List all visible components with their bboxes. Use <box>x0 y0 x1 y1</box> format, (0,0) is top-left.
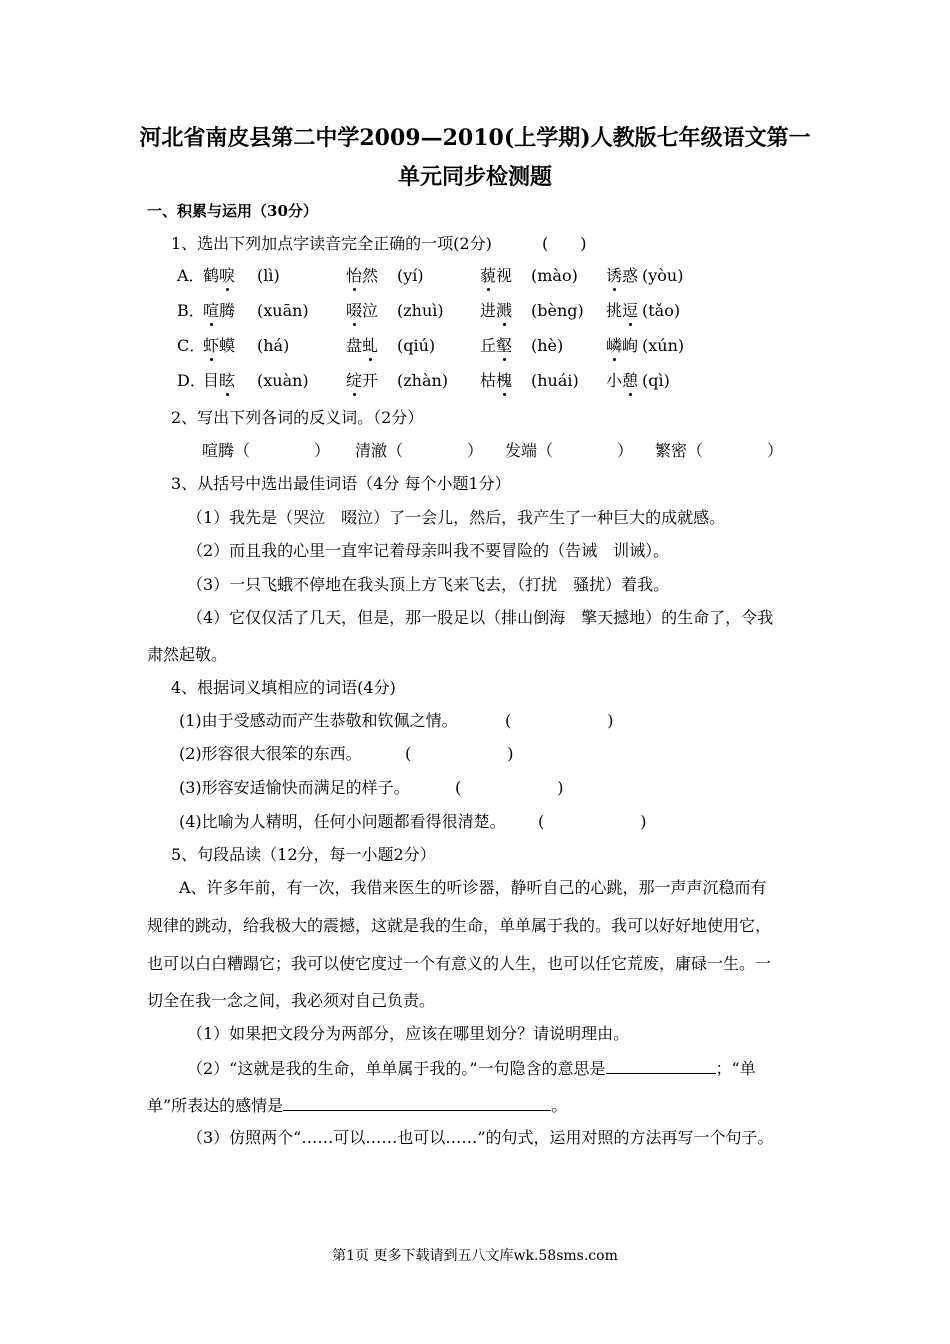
dotted-character: 唳 <box>219 266 236 285</box>
q1-option-word <box>606 303 638 319</box>
q4-item-2-paren: ( ) <box>405 744 514 763</box>
word-prefix: 挑 <box>606 301 623 320</box>
word-prefix: 鹤 <box>203 266 220 285</box>
q2-word-2: 清澈（ ） <box>355 441 484 460</box>
q5-sub-3: （3）仿照两个“……可以……也可以……”的句式，运用对照的方法再写一个句子。 <box>187 1128 774 1147</box>
q2-stem: 2、写出下列各词的反义词。（2分） <box>171 408 424 427</box>
q4-item-4-paren: ( ) <box>538 812 647 831</box>
q4-item-4: (4)比喻为人精明，任何小问题都看得很清楚。 <box>179 812 506 831</box>
q5-sub-2-emotion-blank[interactable] <box>283 1096 551 1111</box>
q4-stem: 4、根据词义填相应的词语(4分) <box>171 678 396 697</box>
dotted-character: 虾 <box>203 336 220 355</box>
q5-sub-2-text-c: 单”所表达的感情是 <box>147 1096 284 1115</box>
q4-item-3-paren: ( ) <box>455 778 564 797</box>
q1-option-word <box>203 338 235 354</box>
q1-option-word <box>346 373 378 389</box>
q1-option-word <box>346 303 378 319</box>
section-heading: 一、积累与运用（30分） <box>147 202 318 220</box>
word-prefix: 进 <box>480 301 497 320</box>
title-line-2: 单元同步检测题 <box>397 164 552 190</box>
q5-passage-line-1: A、许多年前，有一次，我借来医生的听诊器，静听自己的心跳，那一声声沉稳而有 <box>179 878 767 897</box>
q1-option-word <box>203 303 235 319</box>
q1-option-word <box>606 268 638 284</box>
q1-option-label: A． <box>177 266 205 285</box>
q1-answer-paren: ( ) <box>542 234 587 253</box>
pinyin: (xuàn) <box>257 371 309 390</box>
pinyin: (tǎo) <box>642 301 681 320</box>
q1-option-word <box>346 338 378 354</box>
q5-sub-2-text: （2）“这就是我的生命，单单属于我的。”一句隐含的意思是 <box>187 1059 606 1078</box>
pinyin: (mào) <box>531 266 578 285</box>
q5-sub-2-cont <box>147 1096 567 1114</box>
q3-item-1: （1）我先是（哭泣 啜泣）了一会儿，然后，我产生了一种巨大的成就感。 <box>187 508 726 527</box>
dotted-character: 怡 <box>346 266 363 285</box>
q1-option-label: B． <box>177 301 205 320</box>
dotted-character: 溅 <box>496 301 513 320</box>
dotted-character: 槐 <box>496 371 513 390</box>
dotted-character: 绽 <box>346 371 363 390</box>
dotted-character: 憩 <box>622 371 639 390</box>
pinyin: (yí) <box>397 266 424 285</box>
dotted-character: 喧 <box>203 301 220 320</box>
dotted-character: 嶙 <box>606 336 623 355</box>
dotted-character: 诱 <box>606 266 623 285</box>
dotted-character: 逗 <box>622 301 639 320</box>
q1-option-word <box>480 338 512 354</box>
word-suffix: 视 <box>496 266 513 285</box>
dotted-character: 虬 <box>362 336 379 355</box>
q4-item-1: (1)由于受感动而产生恭敬和钦佩之情。 <box>179 711 458 730</box>
q1-option-word <box>480 373 512 389</box>
q4-item-1-paren: ( ) <box>505 711 614 730</box>
word-prefix: 目 <box>203 371 220 390</box>
word-suffix: 腾 <box>219 301 236 320</box>
word-suffix: 开 <box>362 371 379 390</box>
q5-passage-line-3: 也可以白白糟蹋它；我可以使它度过一个有意义的人生，也可以任它荒废，庸碌一生。一 <box>147 954 772 973</box>
q3-item-2: （2）而且我的心里一直牢记着母亲叫我不要冒险的（告诫 训诫）。 <box>187 541 670 560</box>
q5-sub-1: （1）如果把文段分为两部分，应该在哪里划分？请说明理由。 <box>187 1024 630 1043</box>
q3-item-4-continued: 肃然起敬。 <box>147 645 228 664</box>
word-prefix: 小 <box>606 371 623 390</box>
q1-option-word <box>346 268 378 284</box>
q1-option-word <box>480 268 512 284</box>
word-suffix: 泣 <box>362 301 379 320</box>
q1-option-word <box>606 373 638 389</box>
dotted-character: 啜 <box>346 301 363 320</box>
word-prefix: 枯 <box>480 371 497 390</box>
q5-sub-2-text-d: 。 <box>551 1096 568 1115</box>
q1-option-label: C． <box>177 336 206 355</box>
q1-option-word <box>203 268 235 284</box>
word-prefix: 盘 <box>346 336 363 355</box>
pinyin: (zhàn) <box>397 371 449 390</box>
q5-sub-2 <box>187 1059 756 1077</box>
q1-option-word <box>203 373 235 389</box>
q5-sub-2-text-b: ；“单 <box>715 1059 756 1078</box>
q3-stem: 3、从括号中选出最佳词语（4分 每个小题1分） <box>171 474 511 493</box>
pinyin: (xuān) <box>257 301 309 320</box>
q1-option-label: D． <box>177 371 206 390</box>
pinyin: (há) <box>257 336 290 355</box>
q3-item-3: （3）一只飞蛾不停地在我头顶上方飞来飞去，（打扰 骚扰）着我。 <box>187 575 670 594</box>
pinyin: (xún) <box>642 336 685 355</box>
pinyin: (qì) <box>642 371 670 390</box>
pinyin: (bèng) <box>531 301 584 320</box>
q1-option-word <box>606 338 638 354</box>
pinyin: (huái) <box>531 371 579 390</box>
pinyin: (zhuì) <box>397 301 444 320</box>
pinyin: (hè) <box>531 336 564 355</box>
q1-option-word <box>480 303 512 319</box>
pinyin: (yòu) <box>642 266 684 285</box>
q2-word-4: 繁密（ ） <box>655 441 784 460</box>
dotted-character: 眩 <box>219 371 236 390</box>
q3-item-4: （4）它仅仅活了几天，但是，那一股足以（排山倒海 擎天撼地）的生命了，令我 <box>187 608 774 627</box>
word-suffix: 蟆 <box>219 336 236 355</box>
title-line-1: 河北省南皮县第二中学2009—2010(上学期)人教版七年级语文第一 <box>139 125 811 151</box>
q4-item-2: (2)形容很大很笨的东西。 <box>179 744 362 763</box>
q4-item-3: (3)形容安适愉快而满足的样子。 <box>179 778 410 797</box>
q5-passage-line-2: 规律的跳动，给我极大的震撼，这就是我的生命，单单属于我的。我可以好好地使用它， <box>147 916 772 935</box>
q1-stem: 1、选出下列加点字读音完全正确的一项(2分) <box>171 234 492 253</box>
q2-word-3: 发端（ ） <box>505 441 634 460</box>
q5-stem: 5、句段品读（12分，每一小题2分） <box>171 845 436 864</box>
pinyin: (qiú) <box>397 336 436 355</box>
pinyin: (lì) <box>257 266 280 285</box>
word-suffix: 峋 <box>622 336 639 355</box>
page-footer: 第1页 更多下载请到五八文库wk.58sms.com <box>332 1248 618 1264</box>
q5-passage-line-4: 切全在我一念之间，我必须对自己负责。 <box>147 991 436 1010</box>
word-prefix: 丘 <box>480 336 497 355</box>
dotted-character: 藐 <box>480 266 497 285</box>
q2-word-1: 喧腾（ ） <box>202 441 331 460</box>
word-suffix: 惑 <box>622 266 639 285</box>
dotted-character: 壑 <box>496 336 513 355</box>
q5-sub-2-answer-blank[interactable] <box>606 1059 716 1074</box>
word-suffix: 然 <box>362 266 379 285</box>
